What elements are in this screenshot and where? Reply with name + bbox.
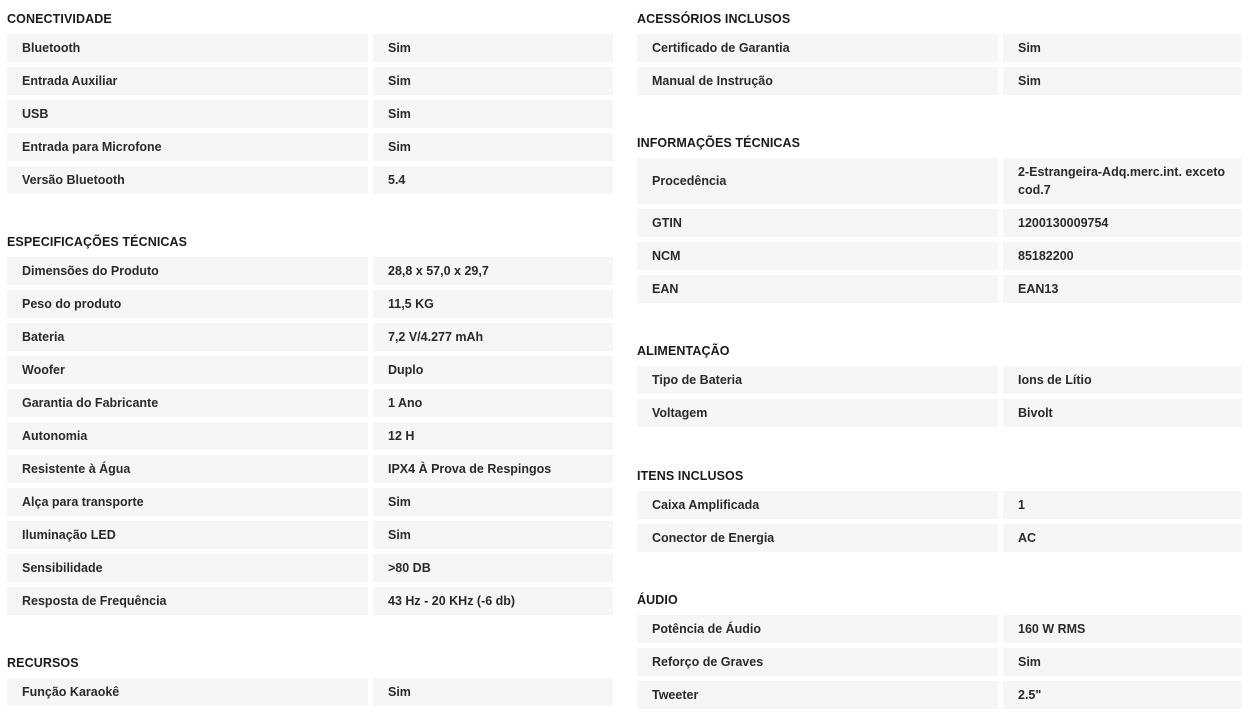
section-title: ACESSÓRIOS INCLUSOS	[637, 12, 791, 26]
spec-row	[7, 290, 613, 318]
spec-value: IPX4 À Prova de Respingos	[373, 455, 613, 483]
spec-row	[7, 100, 613, 128]
section-title: INFORMAÇÕES TÉCNICAS	[637, 136, 801, 150]
spec-row	[637, 491, 1242, 519]
spec-label: Garantia do Fabricante	[7, 389, 368, 417]
spec-row	[637, 209, 1242, 237]
section-title: ALIMENTAÇÃO	[637, 344, 730, 358]
spec-label: Função Karaokê	[7, 678, 368, 706]
spec-row	[637, 524, 1242, 552]
spec-value: 1	[1003, 491, 1242, 519]
section-informacoes-tecnicas	[637, 135, 1242, 308]
spec-label: Voltagem	[637, 399, 998, 427]
spec-row	[637, 399, 1242, 427]
section-audio	[637, 592, 1242, 714]
spec-value: 7,2 V/4.277 mAh	[373, 323, 613, 351]
spec-row	[637, 275, 1242, 303]
spec-label: Bateria	[7, 323, 368, 351]
spec-value: Sim	[1003, 648, 1242, 676]
spec-row	[7, 166, 613, 194]
spec-value: EAN13	[1003, 275, 1242, 303]
spec-label: Sensibilidade	[7, 554, 368, 582]
spec-label: Bluetooth	[7, 34, 368, 62]
section-title: ITENS INCLUSOS	[637, 469, 744, 483]
spec-label: Iluminação LED	[7, 521, 368, 549]
spec-row	[637, 615, 1242, 643]
spec-value: 11,5 KG	[373, 290, 613, 318]
spec-value: Sim	[373, 133, 613, 161]
spec-row	[7, 34, 613, 62]
section-title: ESPECIFICAÇÕES TÉCNICAS	[7, 235, 188, 249]
spec-label: Entrada para Microfone	[7, 133, 368, 161]
spec-value: Sim	[373, 67, 613, 95]
spec-label: Alça para transporte	[7, 488, 368, 516]
section-title: CONECTIVIDADE	[7, 12, 112, 26]
spec-value: 2.5"	[1003, 681, 1242, 709]
spec-row	[7, 554, 613, 582]
spec-row	[7, 678, 613, 706]
spec-row	[7, 356, 613, 384]
spec-label: Entrada Auxiliar	[7, 67, 368, 95]
spec-label: EAN	[637, 275, 998, 303]
spec-label: Woofer	[7, 356, 368, 384]
section-recursos	[7, 655, 613, 711]
spec-label: Peso do produto	[7, 290, 368, 318]
spec-row	[7, 257, 613, 285]
spec-value: 12 H	[373, 422, 613, 450]
section-title: ÁUDIO	[637, 593, 678, 607]
spec-value: AC	[1003, 524, 1242, 552]
spec-row	[7, 455, 613, 483]
spec-row	[7, 521, 613, 549]
spec-value: 28,8 x 57,0 x 29,7	[373, 257, 613, 285]
spec-label: Autonomia	[7, 422, 368, 450]
spec-label: GTIN	[637, 209, 998, 237]
spec-value: 160 W RMS	[1003, 615, 1242, 643]
spec-value: >80 DB	[373, 554, 613, 582]
spec-label: Procedência	[637, 158, 998, 204]
spec-label: Resistente à Água	[7, 455, 368, 483]
spec-label: Versão Bluetooth	[7, 166, 368, 194]
section-alimentacao	[637, 343, 1242, 432]
spec-row	[637, 648, 1242, 676]
spec-row	[7, 488, 613, 516]
spec-row	[637, 158, 1242, 204]
spec-row	[637, 681, 1242, 709]
spec-row	[637, 366, 1242, 394]
section-itens-inclusos	[637, 468, 1242, 557]
spec-row	[7, 323, 613, 351]
spec-value: 85182200	[1003, 242, 1242, 270]
spec-row	[637, 34, 1242, 62]
spec-label: NCM	[637, 242, 998, 270]
spec-row	[7, 133, 613, 161]
spec-value: Bivolt	[1003, 399, 1242, 427]
spec-label: Resposta de Frequência	[7, 587, 368, 615]
spec-value: 43 Hz - 20 KHz (-6 db)	[373, 587, 613, 615]
spec-value: Sim	[373, 100, 613, 128]
spec-value: Sim	[1003, 34, 1242, 62]
spec-value: Sim	[373, 34, 613, 62]
section-acessorios-inclusos	[637, 11, 1242, 100]
spec-label: Reforço de Graves	[637, 648, 998, 676]
spec-row	[7, 422, 613, 450]
spec-value: 1 Ano	[373, 389, 613, 417]
spec-label: Tweeter	[637, 681, 998, 709]
spec-value: Duplo	[373, 356, 613, 384]
spec-value: Sim	[373, 488, 613, 516]
spec-value: Sim	[1003, 67, 1242, 95]
section-title: RECURSOS	[7, 656, 79, 670]
spec-label: Dimensões do Produto	[7, 257, 368, 285]
spec-value: Sim	[373, 521, 613, 549]
spec-value: Ions de Lítio	[1003, 366, 1242, 394]
spec-label: Manual de Instrução	[637, 67, 998, 95]
spec-label: Tipo de Bateria	[637, 366, 998, 394]
spec-value: 5.4	[373, 166, 613, 194]
spec-row	[7, 587, 613, 615]
spec-label: Caixa Amplificada	[637, 491, 998, 519]
spec-row	[637, 242, 1242, 270]
spec-value: Sim	[373, 678, 613, 706]
spec-value: 1200130009754	[1003, 209, 1242, 237]
spec-row	[7, 389, 613, 417]
spec-label: USB	[7, 100, 368, 128]
spec-label: Certificado de Garantia	[637, 34, 998, 62]
spec-row	[637, 67, 1242, 95]
section-especificacoes-tecnicas	[7, 234, 613, 620]
section-conectividade	[7, 11, 613, 199]
spec-label: Potência de Áudio	[637, 615, 998, 643]
spec-label: Conector de Energia	[637, 524, 998, 552]
spec-value: 2-Estrangeira-Adq.merc.int. exceto cod.7	[1003, 158, 1242, 204]
spec-row	[7, 67, 613, 95]
